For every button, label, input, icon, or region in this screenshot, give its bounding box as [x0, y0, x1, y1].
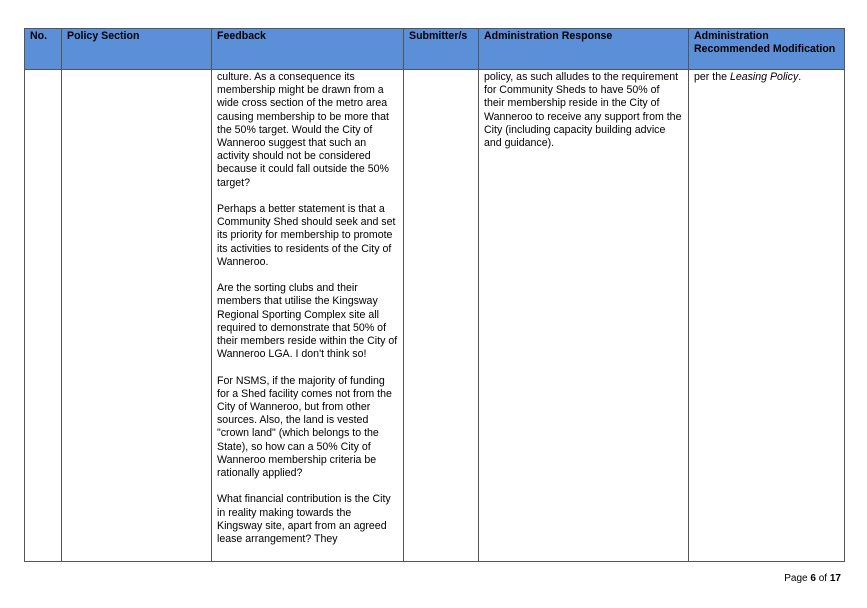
- cell-admin-modification: [689, 70, 845, 562]
- header-no: No.: [25, 29, 62, 70]
- cell-policy-section: [62, 70, 212, 562]
- modification-policy-name: Leasing Policy: [729, 71, 799, 83]
- feedback-paragraph: For NSMS, if the majority of funding for a Shed facility comes not from the City of Wanneroo, but from other sources. Also, the land is vested "crown land" (which belongs to the State), so how can a 50% City of Wanneroo membership criteria be rationally applied?: [217, 374, 392, 480]
- modification-suffix: .: [798, 71, 802, 83]
- header-policy-section: Policy Section: [62, 29, 212, 70]
- table-header-row: [25, 29, 845, 70]
- feedback-paragraph: culture. As a consequence its membership might be drawn from a wide cross section of the metro area causing membership to be more that the 50% target. Would the City of Wanneroo suggest that such an activity should not be considered because it could fall outside the 50% target?: [217, 71, 389, 189]
- current-page: 6: [810, 573, 816, 584]
- of-label: of: [818, 573, 828, 584]
- header-feedback: Feedback: [212, 29, 404, 70]
- cell-admin-response: policy, as such alludes to the requirement for Community Sheds to have 50% of their membership reside in the City of Wanneroo to receive any support from the City (including capacity building advice and guidance).: [479, 70, 689, 562]
- header-admin-response: Administration Response: [479, 29, 689, 70]
- header-submitters: Submitter/s: [404, 29, 479, 70]
- feedback-paragraph: Are the sorting clubs and their members that utilise the Kingsway Regional Sporting Complex site all required to demonstrate that 50% of their members reside within the City of Wanneroo LGA. I don't think so!: [217, 282, 398, 361]
- cell-no: [25, 70, 62, 562]
- feedback-table: [24, 28, 845, 562]
- total-pages: 17: [829, 573, 841, 584]
- table-row: [25, 70, 845, 562]
- page-label: Page: [784, 573, 808, 584]
- page-number-footer: [784, 573, 841, 584]
- cell-feedback: [212, 70, 404, 562]
- modification-prefix: per the: [694, 71, 730, 83]
- header-admin-modification: Administration Recommended Modification: [689, 29, 845, 70]
- feedback-paragraph: Perhaps a better statement is that a Community Shed should seek and set its priority for membership to promote its activities to residents of the City of Wanneroo.: [217, 203, 396, 268]
- cell-submitters: [404, 70, 479, 562]
- feedback-paragraph: What financial contribution is the City in reality making towards the Kingsway site, apart from an agreed lease arrangement? They: [217, 493, 391, 546]
